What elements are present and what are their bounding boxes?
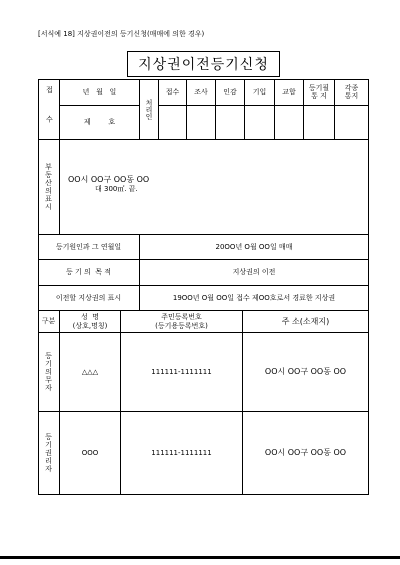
obligor-regno: 111111-1111111 bbox=[151, 367, 212, 376]
rightholder-name: OOO bbox=[81, 448, 99, 457]
cause-value: 20OO년 O월 OO일 매매 bbox=[215, 242, 293, 251]
col-other-notice: 각종 통지 bbox=[344, 83, 359, 100]
rightholder-address: OO시 OO구 OO동 OO bbox=[264, 448, 347, 458]
reception-label: 접 수 bbox=[45, 85, 54, 133]
rightholder-label: 등기권리자 bbox=[44, 433, 53, 473]
property-label: 부동산의표시 bbox=[44, 163, 53, 211]
page-bottom-bar bbox=[0, 556, 400, 559]
obligor-label: 등기의무자 bbox=[44, 352, 53, 392]
purpose-label: 등 기 의 목 적 bbox=[66, 268, 111, 277]
reception-date: 년 월 일 bbox=[82, 87, 117, 96]
form-header-note: [서식예 18] 지상권이전의 등기신청(매매에 의한 경우) bbox=[38, 30, 205, 38]
reception-bottom-line bbox=[38, 139, 369, 140]
transfer-label: 이전할 지상권의 표시 bbox=[55, 293, 122, 302]
rightholder-regno: 111111-1111111 bbox=[151, 448, 212, 457]
col-inspection: 조사 bbox=[194, 87, 208, 96]
columns-header-line bbox=[158, 105, 369, 106]
cause-label: 등기원인과 그 연월일 bbox=[55, 242, 122, 251]
property-vline bbox=[59, 139, 60, 234]
reception-number: 제 호 bbox=[83, 118, 116, 127]
name-header: 성 명 (상호,명칭) bbox=[72, 313, 108, 330]
col-entry: 기입 bbox=[252, 87, 267, 96]
processor-label: 처리인 bbox=[145, 98, 154, 120]
table-border-right bbox=[368, 79, 369, 495]
transfer-value: 19OO년 O월 OO일 접수 제OO호로서 경료한 지상권 bbox=[172, 293, 336, 302]
col-collation: 교합 bbox=[282, 87, 296, 96]
regno-header: 주민등록번호 (등기용등록번호) bbox=[155, 313, 208, 330]
obligor-name: △△△ bbox=[81, 367, 99, 376]
form-title: 지상권이전등기신청 bbox=[127, 51, 280, 77]
obligor-address: OO시 OO구 OO동 OO bbox=[264, 367, 347, 377]
category-header: 구분 bbox=[41, 317, 56, 326]
purpose-value: 지상권의 이전 bbox=[232, 268, 276, 277]
property-address: OO시 OO구 OO동 OO bbox=[68, 175, 150, 184]
col-reception: 접수 bbox=[165, 87, 180, 96]
table-border-bottom bbox=[38, 494, 369, 495]
col-seal: 인감 bbox=[223, 87, 237, 96]
col-completion-notice: 등기필 통 지 bbox=[308, 83, 330, 100]
address-header: 주 소(소재지) bbox=[281, 316, 330, 326]
property-area: 대 300㎡. 끝. bbox=[95, 185, 138, 193]
